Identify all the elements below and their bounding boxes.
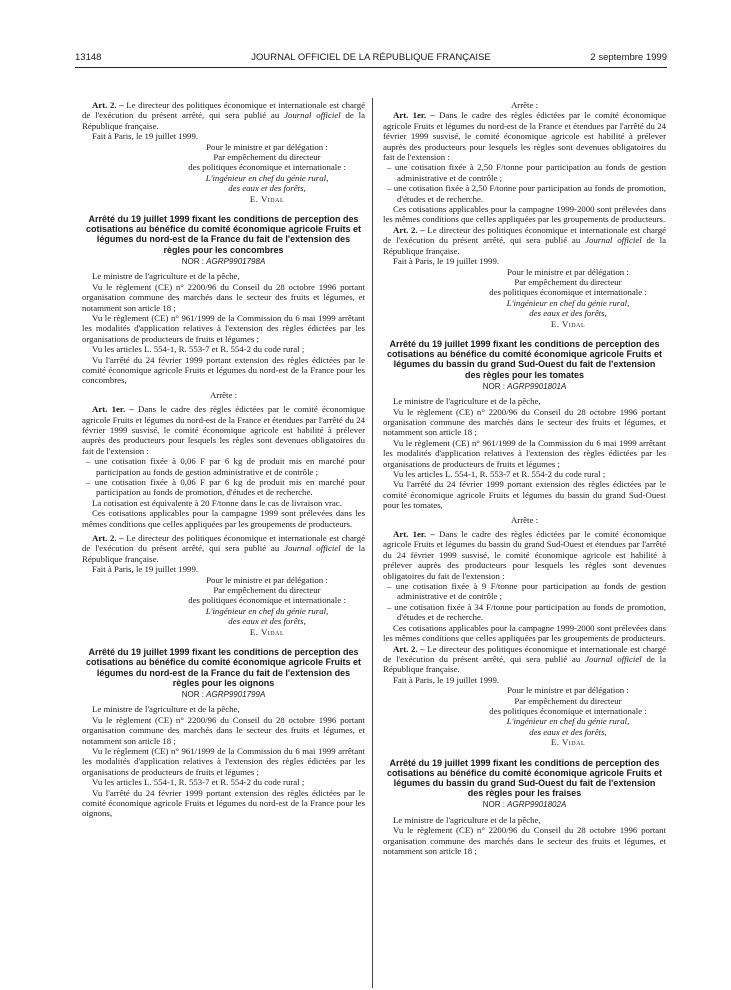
paragraph: Ces cotisations applicables pour la campagne 1999 sont prélevées dans les mêmes conditions que celles appliquées par les groupements de producteurs. bbox=[82, 508, 365, 529]
vu-clause: Vu l'arrêté du 24 février 1999 portant extension des règles édictées par le comité économique agricole Fruits et légumes du nord-est de la France pour les concombres, bbox=[82, 354, 365, 386]
vu-clause: Vu le règlement (CE) n° 2200/96 du Conseil du 28 octobre 1996 portant organisation commune des marchés dans le secteur des fruits et légumes, et notamment son article 18 ; bbox=[383, 825, 666, 856]
list-item: – une cotisation fixée à 34 F/tonne pour participation au fonds de promotion, d'études et de recherche. bbox=[387, 601, 666, 623]
vu-clause: Vu l'arrêté du 24 février 1999 portant extension des règles édictées par le comité économique agricole Fruits et légumes du nord-est de la France pour les oignons, bbox=[82, 787, 365, 819]
nor-reference: NOR : AGRP9901802A bbox=[482, 800, 567, 810]
vu-clause: Vu le règlement (CE) n° 2200/96 du Conseil du 28 octobre 1996 portant organisation commune des marchés dans le secteur des fruits et légumes, et notamment son article 18 ; bbox=[82, 714, 365, 746]
article-paragraph: Art. 1er. – Dans le cadre des règles édictées par le comité économique agricole Fruits et légumes du bassin du grand Sud-Ouest et étendues par l'arrêté du 24 février 1999 susvisé, le comité économique agricole est habilité à prélever auprès des producteurs pour lesquels les règles sont devenues obligatoires du fait de l'extension : bbox=[383, 529, 666, 581]
list-item: – une cotisation fixée à 0,06 F par 6 kg de produit mis en marché pour participation au fonds de gestion administrative et de contrôle ; bbox=[86, 456, 365, 477]
fait-a-paris: Fait à Paris, le 19 juillet 1999. bbox=[393, 674, 500, 685]
paragraph: Ces cotisations applicables pour la campagne 1999-2000 sont prélevées dans les mêmes conditions que celles appliquées par les groupements de producteurs. bbox=[383, 622, 666, 644]
list-item: – une cotisation fixée à 2,50 F/tonne pour participation au fonds de gestion administrative et de contrôle ; bbox=[387, 162, 666, 183]
decree-title: Arrêté du 19 juillet 1999 fixant les conditions de perception des cotisations au bénéfice du comité économique agricole Fruits et légumes du nord-est de la France du fait de l'extension des règles pour les oignons bbox=[85, 647, 362, 688]
nor-reference: NOR : AGRP9901799A bbox=[181, 689, 266, 699]
article-paragraph: Art. 2. – Le directeur des politiques économique et internationale est chargé de l'exécution du présent arrêté, qui sera publié au Journal officiel de la République française. bbox=[82, 533, 365, 564]
vu-clause: Vu l'arrêté du 24 février 1999 portant extension des règles édictées par le comité économique agricole Fruits et légumes du bassin du grand Sud-Ouest pour les tomates, bbox=[383, 479, 666, 511]
list-item: – une cotisation fixée à 9 F/tonne pour participation au fonds de gestion administrative et de contrôle ; bbox=[387, 581, 666, 602]
vu-clause: Vu le règlement (CE) n° 961/1999 de la Commission du 6 mai 1999 arrêtant les modalités d'application relatives à l'extension des règles édictées par les organisations de producteurs de fruits et légumes ; bbox=[383, 437, 666, 469]
signature-block: Pour le ministre et par délégation : Par empêchement du directeur des politiques économique et internationale : L'ingénieur en chef du génie rural, des eaux et des forêts, E. Vidal bbox=[489, 685, 647, 748]
list-item: – une cotisation fixée à 0,06 F par 6 kg de produit mis en marché pour participation au fonds de promotion, d'études et de recherche. bbox=[86, 477, 365, 498]
article-paragraph: Art. 2. – Le directeur des politiques économique et internationale est chargé de l'exécution du présent arrêté, qui sera publié au Journal officiel de la République française. bbox=[82, 100, 365, 131]
article-paragraph: Art. 1er. – Dans le cadre des règles édictées par le comité économique agricole Fruits et légumes du nord-est de la France et étendues par l'arrêté du 24 février 1999 susvisé, le comité économique agricole est habilité à prélever auprès des producteurs pour lesquels les règles sont devenues obligatoires du fait de l'extension : bbox=[82, 404, 365, 456]
nor-reference: NOR : AGRP9901801A bbox=[482, 381, 567, 391]
arrete-heading: Arrête : bbox=[510, 100, 539, 110]
minister-line: Le ministre de l'agriculture et de la pêche, bbox=[393, 814, 541, 825]
signature-block: Pour le ministre et par délégation : Par empêchement du directeur des politiques économique et internationale : L'ingénieur en chef du génie rural, des eaux et des forêts, E. Vidal bbox=[489, 266, 647, 329]
decree-title: Arrêté du 19 juillet 1999 fixant les conditions de perception des cotisations au bénéfice du comité économique agricole Fruits et légumes du bassin du grand Sud-Ouest du fait de l'extension des règles pour les tomates bbox=[386, 338, 663, 380]
arrete-heading: Arrête : bbox=[510, 514, 539, 525]
minister-line: Le ministre de l'agriculture et de la pêche, bbox=[393, 396, 541, 407]
page-number: 13148 bbox=[75, 52, 102, 63]
minister-line: Le ministre de l'agriculture et de la pêche, bbox=[92, 704, 240, 715]
vu-clause: Vu le règlement (CE) n° 2200/96 du Conseil du 28 octobre 1996 portant organisation commune des marchés dans le secteur des fruits et légumes, et notamment son article 18 ; bbox=[82, 281, 365, 313]
decree-title: Arrêté du 19 juillet 1999 fixant les conditions de perception des cotisations au bénéfice du comité économique agricole Fruits et légumes du bassin du grand Sud-Ouest du fait de l'extension des règles pour les fraises bbox=[386, 757, 663, 799]
nor-reference: NOR : AGRP9901798A bbox=[181, 256, 266, 266]
vu-clause: Vu le règlement (CE) n° 961/1999 de la Commission du 6 mai 1999 arrêtant les modalités d'application relatives à l'extension des règles édictées par les organisations de producteurs de fruits et légumes ; bbox=[82, 312, 365, 344]
signature-block: Pour le ministre et par délégation : Par empêchement du directeur des politiques économique et internationale : L'ingénieur en chef du génie rural, des eaux et des forêts, E. Vidal bbox=[188, 574, 346, 637]
page-header bbox=[75, 52, 667, 66]
article-paragraph: Art. 1er. – Dans le cadre des règles édictées par le comité économique agricole Fruits et légumes du nord-est de la France et étendues par l'arrêté du 24 février 1999 susvisé, le comité économique agricole est habilité à prélever auprès des producteurs pour lesquels les règles sont devenues obligatoires du fait de l'extension : bbox=[383, 110, 666, 163]
fait-a-paris: Fait à Paris, le 19 juillet 1999. bbox=[92, 131, 199, 142]
signature-block: Pour le ministre et par délégation : Par empêchement du directeur des politiques économique et internationale : L'ingénieur en chef du génie rural, des eaux et des forêts, E. Vidal bbox=[188, 141, 346, 204]
vu-clause: Vu les articles L. 554-1, R. 553-7 et R. 554-2 du code rural ; bbox=[92, 777, 305, 788]
vu-clause: Vu le règlement (CE) n° 961/1999 de la Commission du 6 mai 1999 arrêtant les modalités d'application relatives à l'extension des règles édictées par les organisations de producteurs de fruits et légumes ; bbox=[82, 745, 365, 777]
fait-a-paris: Fait à Paris, le 19 juillet 1999. bbox=[92, 564, 199, 575]
paragraph: Ces cotisations applicables pour la campagne 1999-2000 sont prélevées dans les mêmes conditions que celles appliquées par les groupements de producteurs. bbox=[383, 204, 666, 225]
header-rule bbox=[75, 67, 667, 68]
article-paragraph: Art. 2. – Le directeur des politiques économique et internationale est chargé de l'exécution du présent arrêté, qui sera publié au Journal officiel de la République française. bbox=[383, 224, 666, 256]
cotisation-list bbox=[383, 581, 666, 623]
decree-title: Arrêté du 19 juillet 1999 fixant les conditions de perception des cotisations au bénéfice du comité économique agricole Fruits et légumes du nord-est de la France du fait de l'extension des règles pour les concombres bbox=[85, 214, 362, 255]
vu-clause: Vu le règlement (CE) n° 2200/96 du Conseil du 28 octobre 1996 portant organisation commune des marchés dans le secteur des fruits et légumes, et notamment son article 18 ; bbox=[383, 406, 666, 438]
vu-clause: Vu les articles L. 554-1, R. 553-7 et R. 554-2 du code rural ; bbox=[393, 469, 606, 479]
arrete-heading: Arrête : bbox=[209, 389, 238, 400]
issue-date: 2 septembre 1999 bbox=[590, 52, 667, 63]
paragraph: La cotisation est équivalente à 20 F/tonne dans le cas de livraison vrac. bbox=[92, 497, 342, 508]
right-column bbox=[383, 100, 666, 856]
fait-a-paris: Fait à Paris, le 19 juillet 1999. bbox=[393, 256, 500, 267]
journal-title: JOURNAL OFFICIEL DE LA RÉPUBLIQUE FRANÇAISE bbox=[251, 52, 491, 63]
cotisation-list bbox=[383, 162, 666, 204]
cotisation-list bbox=[82, 456, 365, 498]
article-paragraph: Art. 2. – Le directeur des politiques économique et internationale est chargé de l'exécution du présent arrêté, qui sera publié au Journal officiel de la République française. bbox=[383, 643, 666, 675]
minister-line: Le ministre de l'agriculture et de la pêche, bbox=[92, 271, 240, 282]
left-column bbox=[82, 100, 365, 819]
vu-clause: Vu les articles L. 554-1, R. 553-7 et R. 554-2 du code rural ; bbox=[92, 344, 305, 355]
column-divider bbox=[372, 98, 373, 988]
list-item: – une cotisation fixée à 2,50 F/tonne pour participation au fonds de promotion, d'études et de recherche. bbox=[387, 183, 666, 204]
